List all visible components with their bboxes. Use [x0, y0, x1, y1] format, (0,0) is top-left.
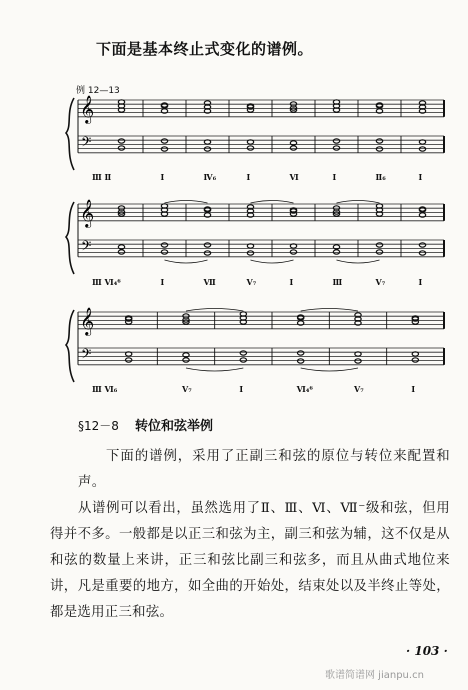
- whole-note: [376, 250, 382, 254]
- tie: [301, 368, 358, 371]
- chord-label: Ⅴ₇: [354, 384, 364, 394]
- chord-label: Ⅲ Ⅵ₆: [92, 384, 118, 394]
- whole-note: [419, 251, 425, 255]
- chord-label: Ⅴ₇: [246, 277, 257, 287]
- body-paragraph: [50, 444, 450, 626]
- whole-note: [118, 146, 124, 150]
- tie: [301, 309, 358, 312]
- chord-label: Ⅵ: [289, 172, 299, 182]
- chord-label: Ⅱ₆: [375, 172, 386, 182]
- chord-label: Ⅶ: [203, 277, 216, 287]
- chord-label: Ⅰ: [332, 172, 337, 182]
- whole-note: [412, 358, 418, 362]
- whole-note: [247, 251, 253, 255]
- chord-labels-3: [0, 384, 468, 398]
- treble-clef-icon: 𝄞: [80, 199, 95, 227]
- whole-note: [333, 139, 339, 143]
- whole-note: [118, 139, 124, 143]
- whole-note: [161, 139, 167, 143]
- chord-labels-2: [0, 277, 468, 291]
- section-number: §12－8: [78, 419, 119, 433]
- whole-note: [247, 146, 253, 150]
- whole-note: [376, 243, 382, 247]
- brace: [66, 310, 74, 382]
- chord-label: Ⅰ: [160, 172, 165, 182]
- whole-note: [297, 351, 303, 355]
- whole-note: [204, 147, 210, 151]
- chord-label: Ⅰ: [239, 384, 244, 394]
- whole-note: [161, 243, 167, 247]
- whole-note: [376, 139, 382, 143]
- staff-system-3: [0, 304, 468, 384]
- tie: [251, 260, 294, 263]
- whole-note: [161, 147, 167, 151]
- page-number: · 103 ·: [406, 644, 448, 658]
- brace: [66, 98, 74, 170]
- whole-note: [240, 351, 246, 355]
- bass-clef-icon: 𝄢: [81, 134, 92, 153]
- treble-clef-icon: 𝄞: [80, 307, 95, 335]
- whole-note: [204, 243, 210, 247]
- treble-clef-icon: 𝄞: [80, 95, 95, 123]
- chord-label: Ⅰ: [418, 277, 423, 287]
- chord-label: Ⅰ: [160, 277, 165, 287]
- whole-note: [376, 147, 382, 151]
- bass-clef-icon: 𝄢: [81, 346, 92, 365]
- brace: [66, 202, 74, 274]
- tie: [186, 368, 243, 371]
- whole-note: [355, 359, 361, 363]
- chord-label: Ⅰ: [411, 384, 416, 394]
- example-label: 例 12—13: [76, 86, 120, 96]
- whole-note: [290, 250, 296, 254]
- chord-label: Ⅵ₄⁶: [296, 384, 313, 394]
- whole-note: [204, 251, 210, 255]
- chord-label: Ⅲ: [332, 277, 343, 287]
- tie: [165, 260, 208, 263]
- chord-label: Ⅴ₇: [182, 384, 192, 394]
- section-heading: [78, 415, 213, 434]
- chord-label: Ⅲ Ⅱ: [92, 172, 112, 182]
- chord-label: Ⅰ: [418, 172, 423, 182]
- whole-note: [333, 250, 339, 254]
- staff-system-1: [0, 92, 468, 172]
- whole-note: [161, 250, 167, 254]
- paragraph-line-1: 下面的谱例，采用了正副三和弦的原位与转位来配置和声。: [78, 449, 450, 490]
- chord-label: Ⅲ Ⅵ₄⁶: [92, 277, 121, 287]
- tie: [337, 201, 380, 204]
- whole-note: [419, 243, 425, 247]
- paragraph-line-2: 从谱例可以看出，虽然选用了Ⅱ、Ⅲ、Ⅵ、Ⅶ⁻级和弦，但用得并不多。一般都是以正三和弦为主，副三和弦为辅，这不仅是从和弦的数量上来讲，正三和弦比副三和弦多，而且从曲式地位来讲，凡是重要的地方，如全曲的开始处，结束处以及半终止等处，都是选用正三和弦。: [50, 501, 450, 620]
- tie: [186, 309, 243, 312]
- tie: [337, 260, 380, 263]
- whole-note: [333, 146, 339, 150]
- whole-note: [419, 147, 425, 151]
- tie: [251, 201, 294, 204]
- chord-labels-1: [0, 172, 468, 186]
- whole-note: [118, 250, 124, 254]
- intro-line: 下面是基本终止式变化的谱例。: [96, 40, 314, 58]
- whole-note: [297, 359, 303, 363]
- bass-clef-icon: 𝄢: [81, 238, 92, 257]
- staff-system-2: [0, 196, 468, 276]
- chord-label: Ⅰ: [246, 172, 251, 182]
- chord-label: Ⅳ₆: [203, 172, 217, 182]
- whole-note: [125, 358, 131, 362]
- tie: [165, 201, 208, 204]
- chord-label: Ⅴ₇: [375, 277, 386, 287]
- chord-label: Ⅰ: [289, 277, 294, 287]
- whole-note: [290, 146, 296, 150]
- watermark: 歌谱简谱网 jianpu.cn: [325, 670, 424, 681]
- section-title: 转位和弦举例: [135, 419, 214, 434]
- whole-note: [183, 358, 189, 362]
- whole-note: [240, 358, 246, 362]
